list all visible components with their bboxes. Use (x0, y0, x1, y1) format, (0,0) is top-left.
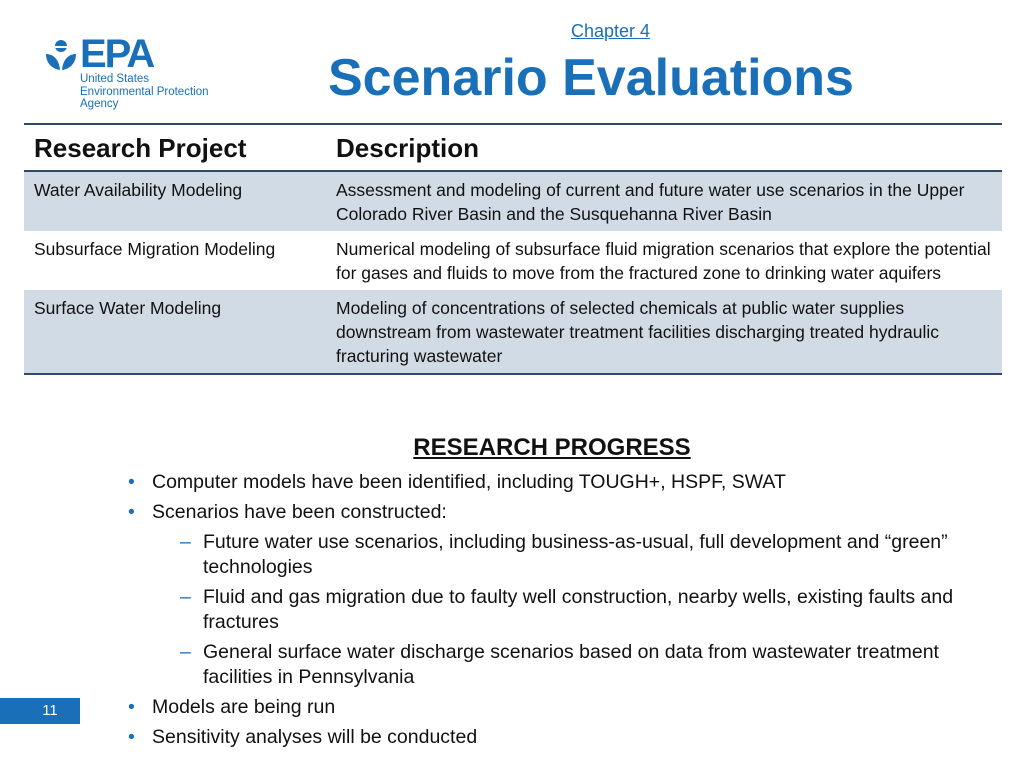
table-row (24, 171, 1002, 231)
progress-item-text: Models are being run (152, 696, 336, 718)
bullet-icon: • (128, 726, 135, 748)
progress-item-text: Fluid and gas migration due to faulty well construction, nearby wells, existing faults and fractures (203, 586, 954, 633)
progress-item (180, 640, 968, 690)
research-projects-table (24, 123, 1002, 375)
progress-item-text: Computer models have been identified, including TOUGH+, HSPF, SWAT (152, 471, 786, 493)
chapter-link[interactable]: Chapter 4 (571, 21, 651, 41)
dash-icon: – (180, 531, 191, 553)
table-row (24, 231, 1002, 290)
project-cell: Water Availability Modeling (24, 171, 326, 231)
logo-wordmark: EPA (80, 32, 154, 76)
research-progress-heading: RESEARCH PROGRESS (413, 434, 691, 461)
epa-flower-icon (44, 38, 78, 72)
page-number: 11 (0, 698, 80, 724)
progress-item (128, 695, 968, 720)
project-cell: Subsurface Migration Modeling (34, 239, 276, 259)
progress-item-text: General surface water discharge scenarios based on data from wastewater treatment facilities in Pennsylvania (203, 641, 939, 688)
dash-icon: – (180, 641, 191, 663)
progress-item-text: Future water use scenarios, including business-as-usual, full development and “green” technologies (203, 531, 948, 578)
progress-item (180, 530, 968, 580)
description-cell: Numerical modeling of subsurface fluid migration scenarios that explore the potential for gases and fluids to move from the fractured zone to drinking water aquifers (336, 239, 991, 283)
logo-agency-name: United States Environmental Protection Agency (80, 73, 209, 110)
table-row (24, 290, 1002, 374)
table-header-row (24, 124, 1002, 171)
description-cell: Assessment and modeling of current and future water use scenarios in the Upper Colorado River Basin and the Susquehanna River Basin (326, 171, 1002, 231)
bullet-icon: • (128, 696, 135, 718)
progress-item (180, 585, 968, 635)
column-header: Description (326, 124, 1002, 171)
description-cell: Modeling of concentrations of selected chemicals at public water supplies downstream from wastewater treatment facilities discharging treated hydraulic fracturing wastewater (326, 290, 1002, 374)
progress-item (128, 725, 968, 750)
dash-icon: – (180, 586, 191, 608)
page-title: Scenario Evaluations (328, 49, 854, 107)
bullet-icon: • (128, 501, 135, 523)
progress-list (128, 470, 968, 755)
bullet-icon: • (128, 471, 135, 493)
project-cell: Surface Water Modeling (24, 290, 326, 374)
progress-item-text: Scenarios have been constructed: (152, 501, 447, 523)
column-header: Research Project (24, 124, 326, 171)
progress-item (128, 470, 968, 495)
progress-item-text: Sensitivity analyses will be conducted (152, 726, 478, 748)
progress-item (128, 500, 968, 525)
epa-logo (44, 32, 244, 118)
